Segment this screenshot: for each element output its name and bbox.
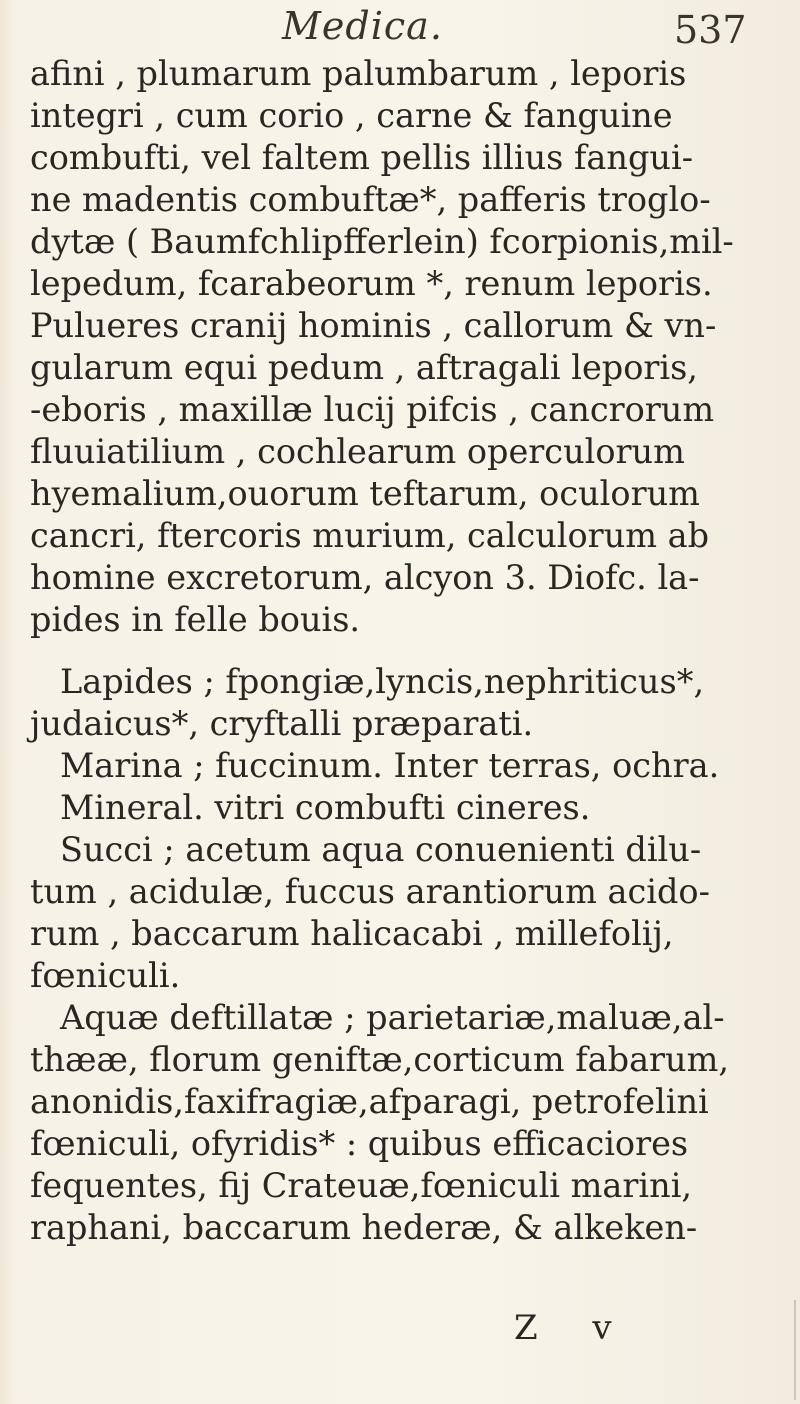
text-line: Mineral. vitri combufti cineres. xyxy=(60,788,591,827)
text-line: fœniculi, ofyridis* : quibus efficaciores xyxy=(30,1124,689,1163)
text-line: hyemalium,ouorum teftarum, oculorum xyxy=(30,474,700,513)
text-line: Succi ; acetum aqua conuenienti dilu- xyxy=(60,830,702,869)
text-line: thææ, florum geniftæ,corticum fabarum, xyxy=(30,1040,730,1079)
text-line: raphani, baccarum hederæ, & alkeken- xyxy=(30,1208,698,1247)
text-line: tum , acidulæ, fuccus arantiorum acido- xyxy=(30,872,710,911)
text-line: homine excretorum, alcyon 3. Diofc. la- xyxy=(30,558,700,597)
text-line: integri , cum corio , carne & fanguine xyxy=(30,96,673,135)
text-line: ne madentis combuftæ*, pafferis troglo- xyxy=(30,180,711,219)
text-line: combufti, vel faltem pellis illius fangui- xyxy=(30,138,694,177)
text-line: judaicus*, cryftalli præparati. xyxy=(30,704,534,743)
text-line: Pulueres cranij hominis , callorum & vn- xyxy=(30,306,717,345)
text-line: cancri, ftercoris murium, calculorum ab xyxy=(30,516,710,555)
text-line: afini , plumarum palumbarum , leporis xyxy=(30,54,687,93)
text-line: dytæ ( Baumfchlipfferlein) fcorpionis,mil- xyxy=(30,222,734,261)
running-title: Medica. xyxy=(282,4,443,48)
text-line: Aquæ deftillatæ ; parietariæ,maluæ,al- xyxy=(60,998,725,1037)
text-line: fluuiatilium , cochlearum operculorum xyxy=(30,432,685,471)
text-line: gularum equi pedum , aftragali leporis, xyxy=(30,348,698,387)
text-line: anonidis,faxifragiæ,afparagi, petrofelini xyxy=(30,1082,709,1121)
text-line: fequentes, fij Crateuæ,fœniculi marini, xyxy=(30,1166,693,1205)
text-line: lepedum, fcarabeorum *, renum leporis. xyxy=(30,264,713,303)
text-line: rum , baccarum halicacabi , millefolij, xyxy=(30,914,674,953)
text-line: Marina ; fuccinum. Inter terras, ochra. xyxy=(60,746,720,785)
page-number: 537 xyxy=(674,8,747,52)
text-line: -eboris , maxillæ lucij pifcis , cancrorum xyxy=(30,390,715,429)
signature-mark: Z v xyxy=(514,1308,634,1348)
text-line: pides in felle bouis. xyxy=(30,600,361,639)
text-line: Lapides ; fpongiæ,lyncis,nephriticus*, xyxy=(60,662,705,701)
page-header xyxy=(0,0,800,56)
page-edge-shadow xyxy=(794,1300,796,1400)
text-line: fœniculi. xyxy=(30,956,181,995)
